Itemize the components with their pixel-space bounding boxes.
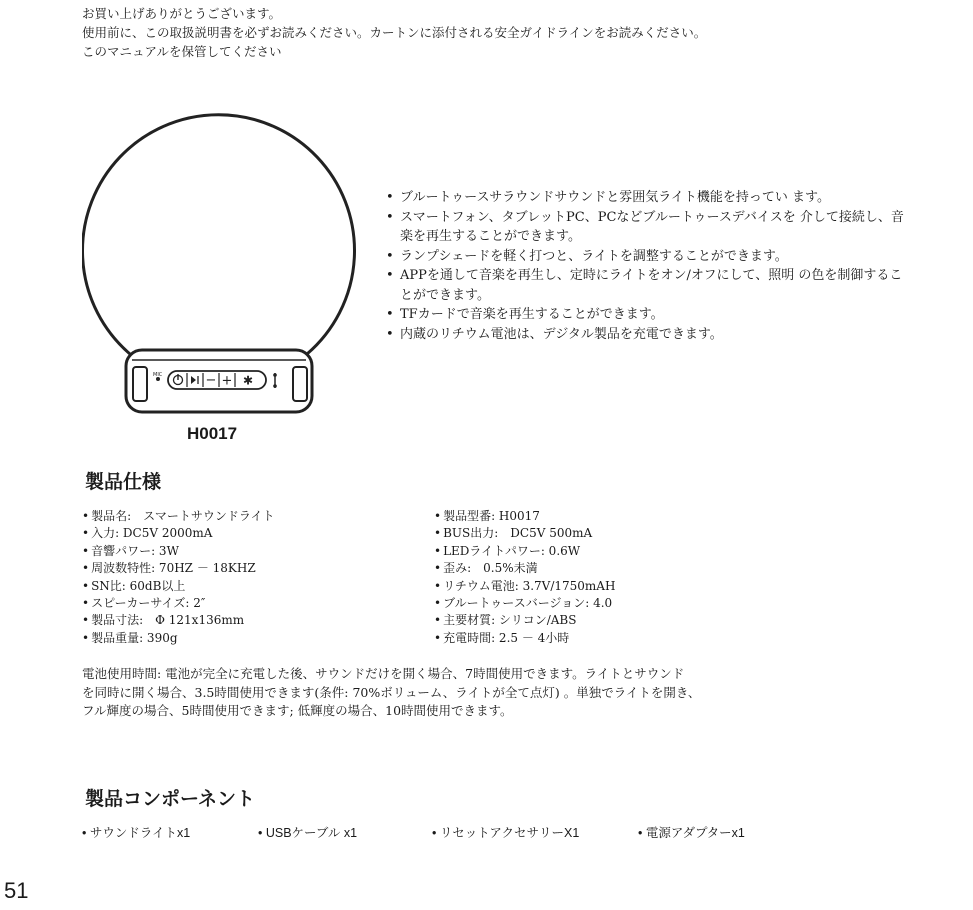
spec-item: • LEDライトパワー: 0.6W — [434, 543, 615, 560]
battery-line: を同時に開く場合、3.5時間使用できます(条件: 70%ボリューム、ライトが全て点灯) 。単独でライトを開き、 — [82, 684, 701, 700]
components-heading: 製品コンポーネント — [85, 788, 256, 810]
intro-text — [82, 4, 962, 61]
intro-line: このマニュアルを保管してください — [82, 44, 282, 59]
battery-line: フル輝度の場合、5時間使用できます; 低輝度の場合、10時間使用できます。 — [82, 703, 513, 718]
spec-item: • 充電時間: 2.5 － 4小時 — [434, 630, 615, 647]
spec-item: • 周波数特性: 70HZ － 18KHZ — [82, 560, 275, 577]
page-number: 51 — [4, 878, 29, 903]
component-item: • リセットアクセサリーX1 — [432, 823, 579, 841]
component-item: • 電源アダプターx1 — [638, 823, 745, 841]
spec-item: • 製品名: スマートサウンドライト — [82, 508, 275, 525]
spec-item: • 主要材質: シリコン/ABS — [434, 612, 615, 629]
spec-item: • 製品重量: 390g — [82, 630, 275, 647]
dc-port-icon — [273, 373, 277, 388]
right-port — [293, 367, 307, 401]
intro-line: 使用前に、この取扱説明書を必ずお読みください。カートンに添付される安全ガイドラインをお読みください。 — [82, 25, 707, 40]
spec-item: • 製品型番: H0017 — [434, 508, 615, 525]
list-item: • TFカードで音楽を再生することができます。 — [384, 305, 904, 325]
play-pause-icon — [191, 376, 198, 384]
feature-list — [384, 188, 904, 344]
spec-item: • 製品寸法: Φ 121x136mm — [82, 612, 275, 629]
list-item: • APPを通して音楽を再生し、定時にライトをオン/オフにして、照明 の色を制御することができます。 — [384, 266, 904, 305]
product-illustration — [82, 92, 357, 422]
spec-item: • SN比: 60dB以上 — [82, 578, 275, 595]
minus-icon: − — [205, 373, 217, 388]
spec-item: • 入力: DC5V 2000mA — [82, 525, 275, 542]
power-icon — [174, 374, 183, 385]
battery-line: 電池使用時間: 電池が完全に充電した後、サウンドだけを開く場合、7時間使用できます。ライトとサウンド — [82, 666, 685, 681]
spec-item: • 音響パワー: 3W — [82, 543, 275, 560]
spec-item: • スピーカーサイズ: 2″ — [82, 595, 275, 612]
list-item: • ランプシェードを軽く打つと、ライトを調整することができます。 — [384, 247, 904, 267]
spec-item: • BUS出力: DC5V 500mA — [434, 525, 615, 542]
light-icon: ✱ — [242, 373, 254, 388]
plus-icon: + — [221, 373, 233, 389]
lampshade-outline — [83, 115, 355, 354]
specs-heading: 製品仕様 — [85, 471, 162, 493]
mic-icon — [153, 372, 163, 381]
spec-item: • 歪み: 0.5%未満 — [434, 560, 615, 577]
specs-right-column — [434, 508, 615, 647]
intro-line: お買い上げありがとうございます。 — [82, 6, 282, 21]
specs-left-column — [82, 508, 275, 647]
list-item: • ブルートゥースサラウンドサウンドと雰囲気ライト機能を持ってい ます。 — [384, 188, 904, 208]
spec-item: • ブルートゥースバージョン: 4.0 — [434, 595, 615, 612]
spec-item: • リチウム電池: 3.7V/1750mAH — [434, 578, 615, 595]
battery-info — [82, 665, 882, 721]
list-item: • 内蔵のリチウム電池は、デジタル製品を充電できます。 — [384, 325, 904, 345]
left-port — [133, 367, 147, 401]
svg-text:MIC: MIC — [153, 372, 163, 378]
model-label: H0017 — [187, 424, 238, 443]
component-item: • サウンドライトx1 — [82, 823, 190, 841]
component-item: • USBケーブル x1 — [258, 823, 357, 841]
list-item: • スマートフォン、タブレットPC、PCなどブルートゥースデバイスを 介して接続し、音楽を再生することができます。 — [384, 208, 904, 247]
